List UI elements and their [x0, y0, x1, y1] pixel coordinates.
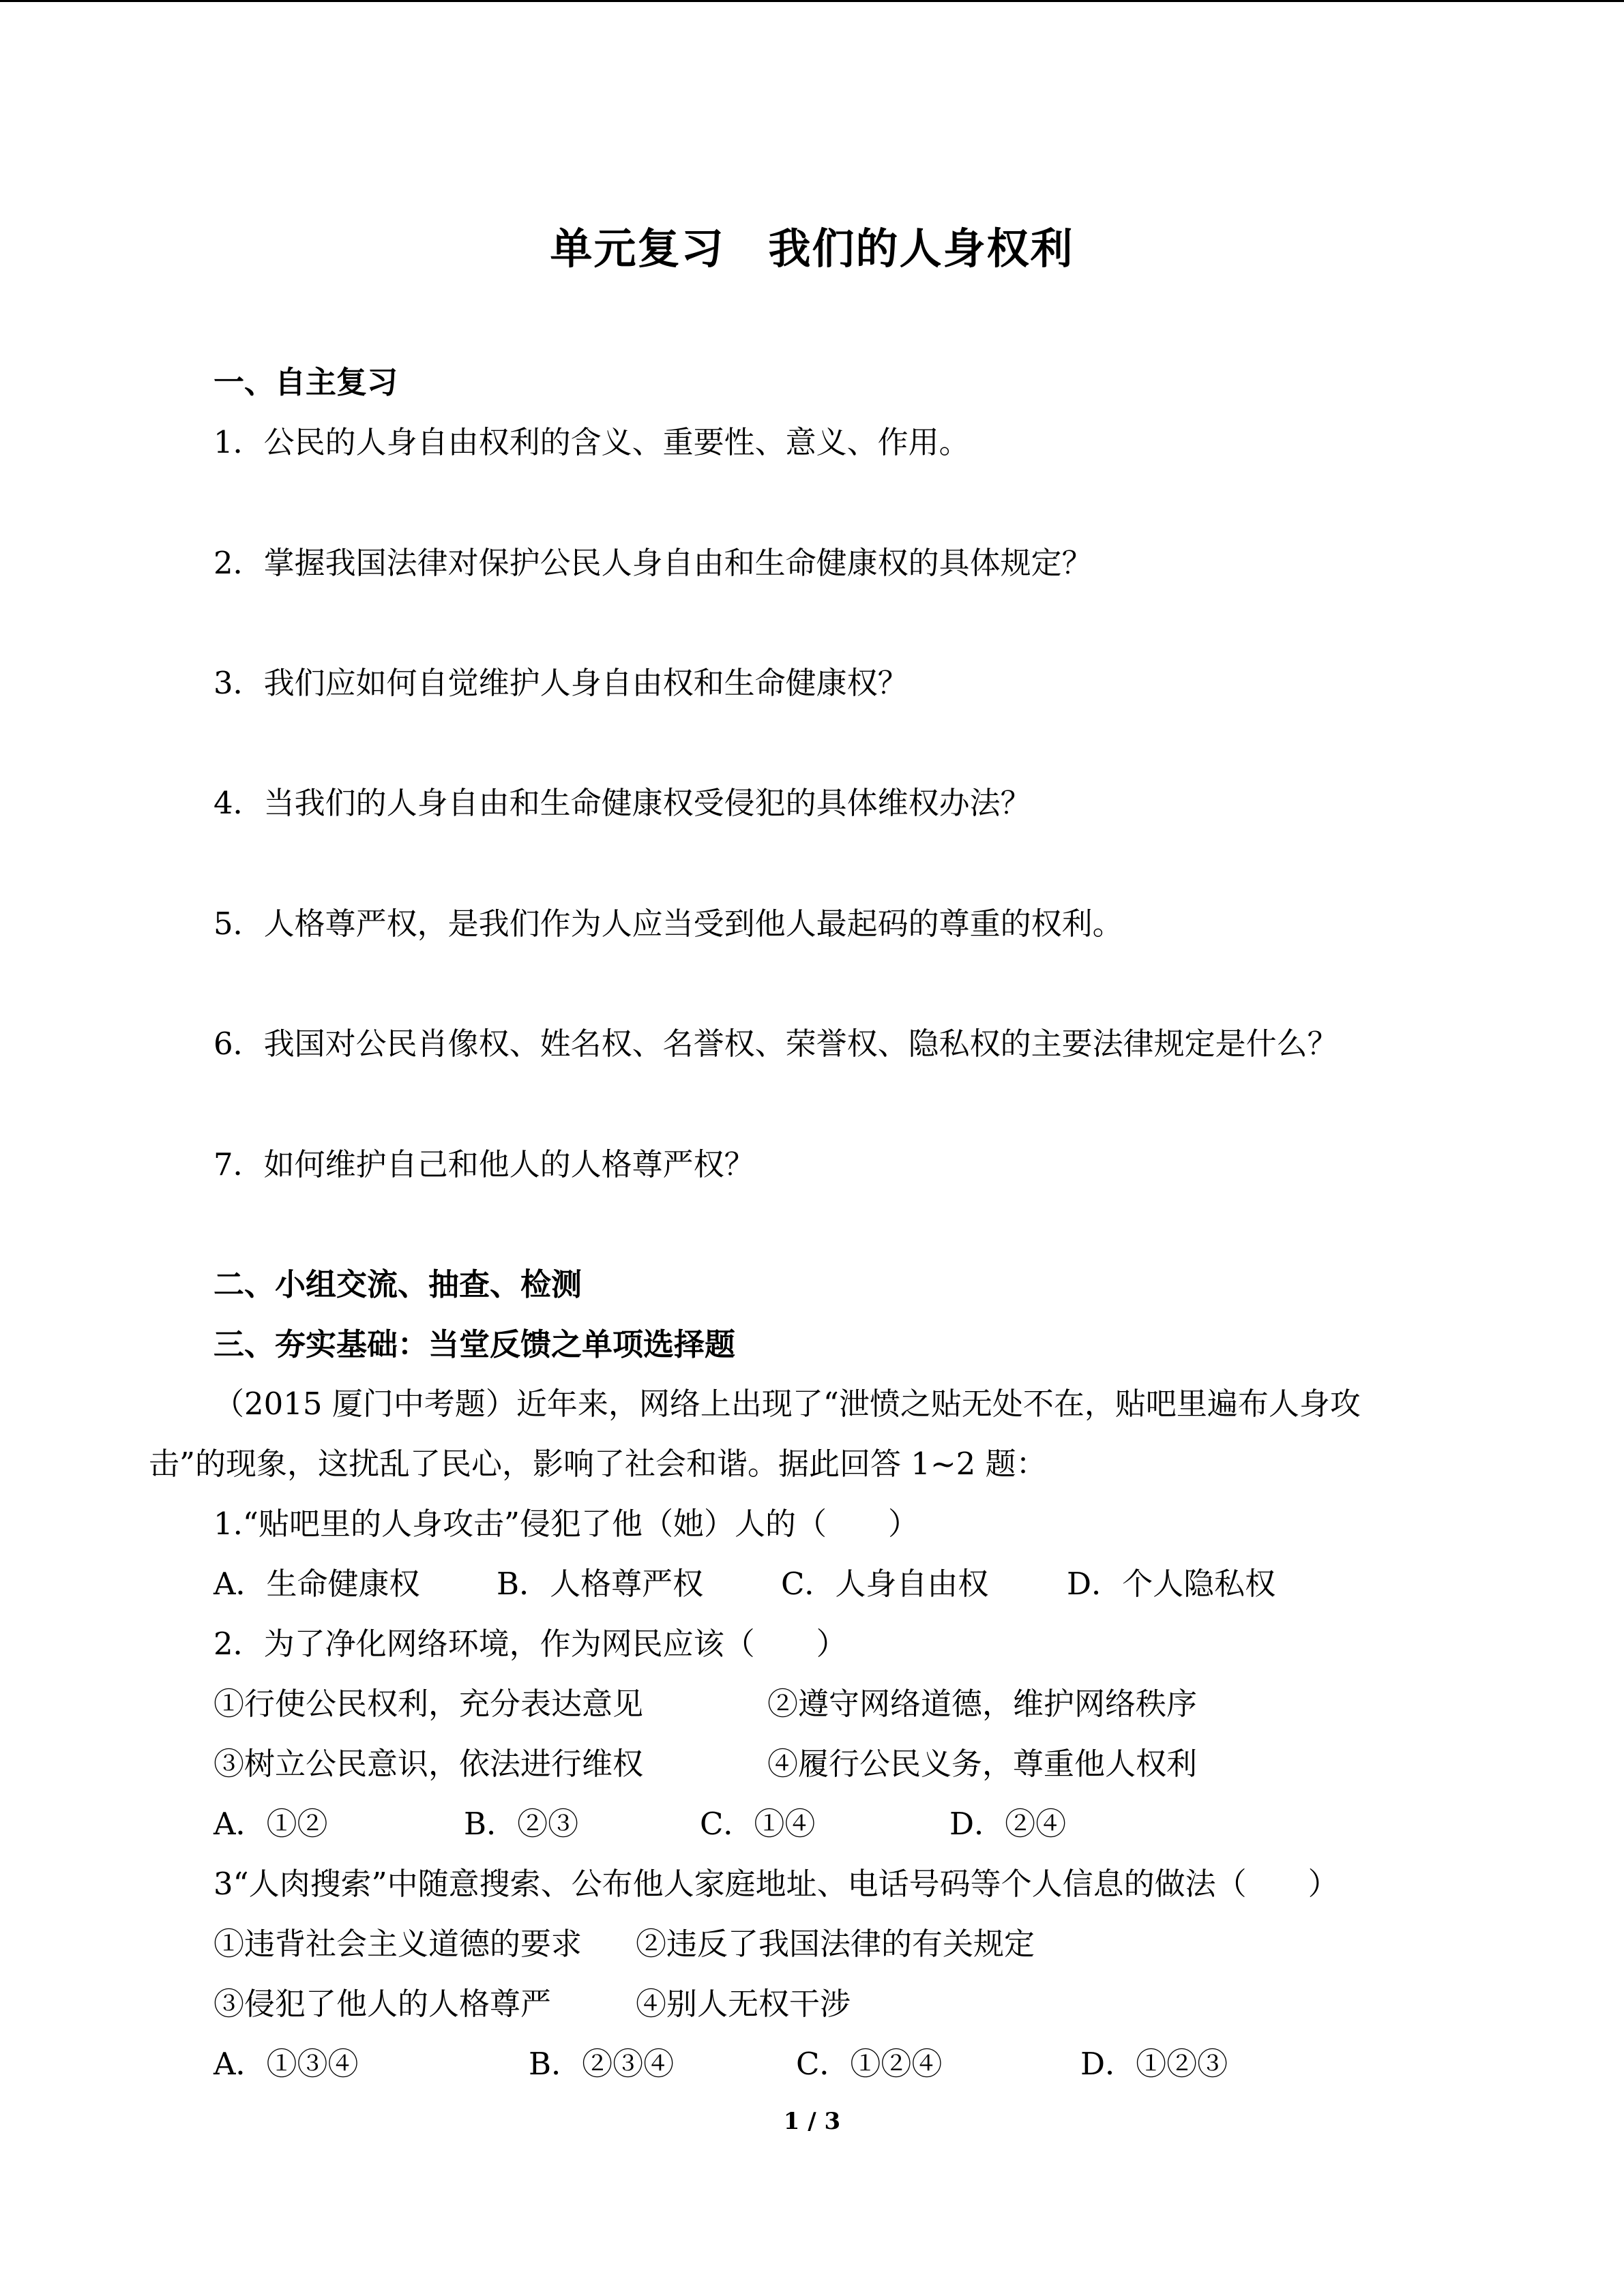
- section-3-heading: 三、夯实基础：当堂反馈之单项选择题: [213, 1326, 736, 1362]
- review-item-3: 3．我们应如何自觉维护人身自由权和生命健康权？: [213, 665, 909, 701]
- q3-option-c: C．①②④: [796, 2046, 943, 2082]
- question-2-stem: 2．为了净化网络环境，作为网民应该（ ）: [213, 1626, 847, 1662]
- q2-statement-3: ③树立公民意识，依法进行维权: [213, 1746, 644, 1782]
- review-item-6: 6．我国对公民肖像权、姓名权、名誉权、荣誉权、隐私权的主要法律规定是什么？: [213, 1026, 1338, 1062]
- review-item-1: 1．公民的人身自由权利的含义、重要性、意义、作用。: [213, 424, 970, 460]
- q1-option-a: A．生命健康权: [213, 1566, 420, 1602]
- q2-option-a: A．①②: [213, 1806, 328, 1842]
- section-1-heading: 一、自主复习: [213, 364, 398, 400]
- question-1-stem: 1.“贴吧里的人身攻击”侵犯了他（她）人的（ ）: [213, 1506, 919, 1542]
- q2-option-d: D．②④: [949, 1806, 1067, 1842]
- intro-text-line-1: （2015 厦门中考题）近年来，网络上出现了“泄愤之贴无处不在，贴吧里遍布人身攻: [213, 1386, 1361, 1422]
- q1-option-b: B．人格尊严权: [497, 1566, 704, 1602]
- review-item-7: 7．如何维护自己和他人的人格尊严权？: [213, 1146, 755, 1182]
- intro-text-line-2: 击”的现象，这扰乱了民心，影响了社会和谐。据此回答 1~2 题：: [149, 1446, 1047, 1482]
- q2-statement-4: ④履行公民义务，尊重他人权利: [767, 1746, 1198, 1782]
- q3-statement-4: ④别人无权干涉: [636, 1986, 851, 2022]
- q2-option-c: C．①④: [700, 1806, 816, 1842]
- q1-option-d: D．个人隐私权: [1067, 1566, 1276, 1602]
- q2-statement-1: ①行使公民权利，充分表达意见: [213, 1686, 644, 1722]
- q3-statement-3: ③侵犯了他人的人格尊严: [213, 1986, 552, 2022]
- q3-option-a: A．①③④: [213, 2046, 359, 2082]
- q2-option-b: B．②③: [464, 1806, 579, 1842]
- q3-statement-1: ①违背社会主义道德的要求: [213, 1926, 582, 1962]
- q1-option-c: C．人身自由权: [781, 1566, 989, 1602]
- page-title: 单元复习 我们的人身权利: [550, 224, 1074, 273]
- section-2-heading: 二、小组交流、抽查、检测: [213, 1266, 582, 1302]
- q3-statement-2: ②违反了我国法律的有关规定: [636, 1926, 1035, 1962]
- page-number: 1 / 3: [783, 2108, 841, 2135]
- q3-option-d: D．①②③: [1080, 2046, 1228, 2082]
- q2-statement-2: ②遵守网络道德，维护网络秩序: [767, 1686, 1198, 1722]
- q3-option-b: B．②③④: [529, 2046, 675, 2082]
- review-item-2: 2．掌握我国法律对保护公民人身自由和生命健康权的具体规定？: [213, 545, 1093, 581]
- review-item-4: 4．当我们的人身自由和生命健康权受侵犯的具体维权办法？: [213, 785, 1031, 821]
- question-3-stem: 3“人肉搜索”中随意搜索、公布他人家庭地址、电话号码等个人信息的做法（ ）: [213, 1866, 1339, 1902]
- review-item-5: 5．人格尊严权，是我们作为人应当受到他人最起码的尊重的权利。: [213, 906, 1123, 942]
